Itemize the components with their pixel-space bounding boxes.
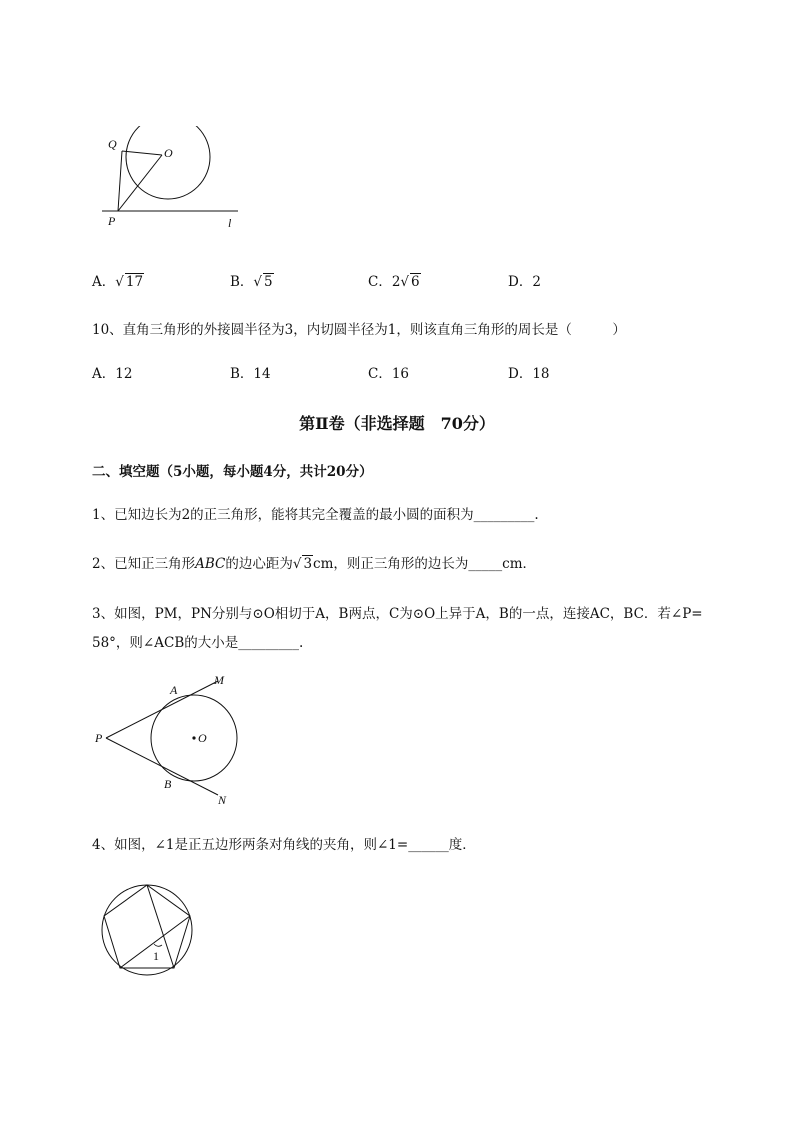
label-B: B [164, 777, 172, 791]
label-P: P [95, 731, 103, 745]
q9-option-a: A．√ 17 [92, 274, 144, 290]
label-O: O [164, 146, 173, 160]
label-A: A [170, 683, 178, 697]
figure-circle-tangent-line [96, 126, 246, 236]
section-fill-in-heading: 二、填空题（5小题，每小题4分，共计20分） [92, 464, 373, 480]
q10-option-d: D．18 [508, 366, 550, 382]
figure-two-tangents [92, 672, 252, 812]
label-Q: Q [108, 137, 117, 151]
fill-question-1: 1、已知边长为2的正三角形，能将其完全覆盖的最小圆的面积为_________. [92, 507, 539, 523]
q9-option-b: B．√ 5 [230, 274, 273, 290]
q10-question: 10、直角三角形的外接圆半径为3，内切圆半径为1，则该直角三角形的周长是（ ） [92, 322, 626, 338]
label-l: l [228, 216, 232, 230]
label-N: N [218, 793, 227, 807]
label-P: P [108, 214, 116, 228]
figure-regular-pentagon [100, 884, 200, 984]
label-M: M [214, 673, 224, 687]
fill-question-4: 4、如图，∠1是正五边形两条对角线的夹角，则∠1=______度． [92, 837, 476, 853]
q9-options [0, 270, 794, 294]
part2-title: 第Ⅱ卷（非选择题 70分） [299, 414, 495, 433]
q10-options [0, 362, 794, 386]
fill-question-3-line1: 3、如图，PM，PN分别与⊙O相切于A，B两点，C为⊙O上异于A，B的一点，连接AC，BC．若∠P= [92, 606, 703, 622]
q10-option-b: B．14 [230, 366, 271, 382]
q10-option-a: A．12 [92, 366, 133, 382]
fill-question-2: 2、已知正三角形ABC的边心距为√ 3cm，则正三角形的边长为_____cm． [92, 556, 537, 572]
q10-option-c: C．16 [368, 366, 410, 382]
label-O: O [198, 731, 207, 745]
q9-option-d: D．2 [508, 274, 541, 290]
q9-option-c: C．2√ 6 [368, 274, 420, 290]
label-angle-1: 1 [153, 949, 159, 963]
fill-question-3-line2: 58°，则∠ACB的大小是_________. [92, 635, 304, 651]
